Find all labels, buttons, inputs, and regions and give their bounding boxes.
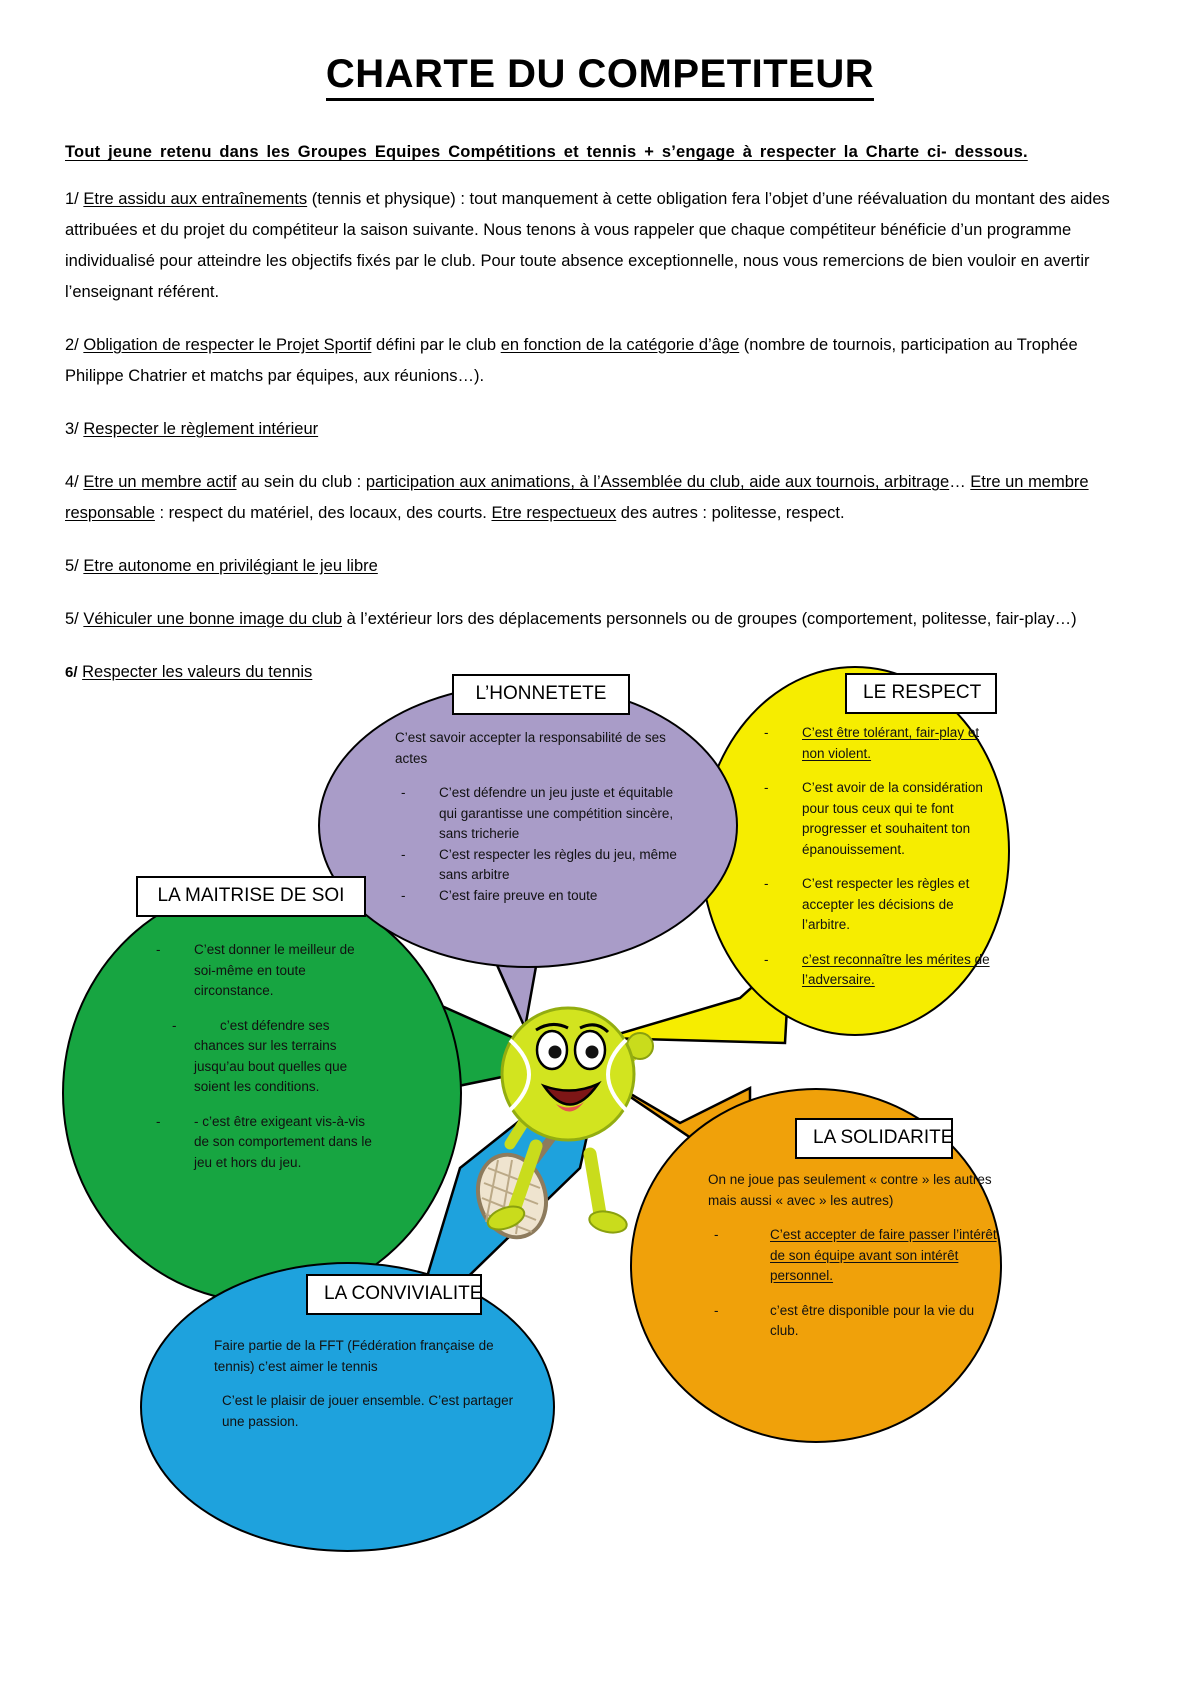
clause-5a-lead: Etre autonome en <box>83 557 220 575</box>
clause-1-text: (tennis et physique) : tout manquement à cette obligation fera l’objet d’une réévaluation du montant des aides attribuées et du projet du compétiteur la saison suivante. Nous tenons à vous rappeler que chaque compétiteur bénéficie d’un programme individualisé pour atteindre les objectifs fixés par le club. Pour toute absence exceptionnelle, nous vous remercions de bien vouloir en avertir l’enseignant référent. <box>65 190 1110 301</box>
clause-4-text2: … <box>949 473 971 491</box>
bubble-maitrise-textclip <box>62 918 462 1303</box>
solidarite-bullet-2 <box>708 1301 998 1342</box>
clause-3-number: 3/ <box>65 420 79 438</box>
clause-3-lead: Respecter le règlement intérieur <box>83 420 319 438</box>
respect-bullet-2 <box>758 778 998 860</box>
convivialite-bullet-1-text: C’est le plaisir de jouer ensemble. C’est partager une passion. <box>222 1393 514 1429</box>
page-title: CHARTE DU COMPETITEUR <box>65 52 1135 100</box>
maitrise-bullet-2 <box>150 1016 380 1098</box>
bubble-respect-label: LE RESPECT <box>845 673 997 714</box>
clause-4-mid2: Etre un membre responsable <box>65 473 1089 522</box>
honnetete-bullet-3 <box>395 886 685 907</box>
honnetete-bullet-2 <box>395 845 685 886</box>
respect-bullet-3-text: C’est respecter les règles et accepter les décisions de l’arbitre. <box>802 876 970 932</box>
bullet-dash: - <box>714 1302 719 1318</box>
bullet-dash: - <box>401 887 406 903</box>
clause-5a-number: 5/ <box>65 557 79 575</box>
clause-5b <box>65 604 1135 635</box>
clause-4-number: 4/ <box>65 473 79 491</box>
clause-4 <box>65 467 1135 529</box>
clause-5b-number: 5/ <box>65 610 79 628</box>
bubble-maitrise-label: LA MAITRISE DE SOI <box>136 876 366 917</box>
maitrise-bullet-3-text: - c’est être exigeant vis-à-vis de son comportement dans le jeu et hors du jeu. <box>194 1113 372 1170</box>
clause-2 <box>65 330 1135 392</box>
document-body <box>65 0 1135 688</box>
maitrise-bullet-2-text: c’est défendre ses chances sur les terrains jusqu’au bout quelles que soient les conditions. <box>194 1017 348 1094</box>
bullet-dash: - <box>401 785 406 800</box>
maitrise-bullet-1 <box>150 940 380 1002</box>
convivialite-intro: Faire partie de la FFT (Fédération française de tennis) c’est aimer le tennis <box>214 1338 494 1374</box>
respect-bullet-1-text: C’est être tolérant, fair-play et non violent. <box>802 725 980 761</box>
bullet-dash: - <box>156 942 161 957</box>
respect-bullet-4-text: c’est reconnaître les mérites de l’adversaire. <box>802 951 990 987</box>
clause-4-text3: : respect du matériel, des locaux, des courts. <box>154 504 492 522</box>
maitrise-bullet-3 <box>150 1112 380 1174</box>
bullet-dash: - <box>714 1227 719 1242</box>
bullet-dash: - <box>764 780 769 795</box>
values-diagram <box>0 648 1200 1696</box>
clause-2-text: défini par le club <box>371 336 501 354</box>
bubble-honnetete-label: L’HONNETETE <box>452 674 630 715</box>
bubble-convivialite-text <box>214 1336 524 1432</box>
clause-4-mid3: Etre respectueux <box>491 504 617 522</box>
honnetete-intro: C’est savoir accepter la responsabilité de ses actes <box>395 730 666 766</box>
maitrise-bullet-1-text: C’est donner le meilleur de soi-même en toute circonstance. <box>194 942 355 998</box>
clause-5a-mid: privilégiant le jeu libre <box>219 557 378 575</box>
solidarite-bullet-2-text: c’est être disponible pour la vie du club. <box>770 1302 975 1338</box>
clause-1-lead: Etre assidu aux entraînements <box>83 190 308 208</box>
clause-4-text: au sein du club : <box>236 473 366 491</box>
solidarite-bullet-1-text: C’est accepter de faire passer l’intérêt de son équipe avant son intérêt personnel. <box>770 1227 997 1283</box>
bullet-dash: - <box>764 876 769 891</box>
bullet-dash: - <box>764 725 769 740</box>
clause-2-lead: Obligation de respecter le Projet Sportif <box>83 336 372 354</box>
clause-6-lead: Respecter les valeurs du tennis <box>82 663 313 681</box>
clause-4-lead: Etre un membre actif <box>83 473 237 491</box>
bubble-solidarite-textclip <box>630 1128 1002 1438</box>
clause-5b-text: à l’extérieur lors des déplacements personnels ou de groupes (comportement, politesse, fair-play…) <box>342 610 1077 628</box>
bubble-solidarite-label: LA SOLIDARITE <box>795 1118 953 1159</box>
solidarite-bullet-1 <box>708 1225 998 1287</box>
bubble-respect-text <box>758 723 998 991</box>
intro-paragraph: Tout jeune retenu dans les Groupes Equipes Compétitions et tennis + s’engage à respecter la Charte ci- dessous. <box>65 143 1028 161</box>
clause-2-number: 2/ <box>65 336 79 354</box>
bullet-dash: - <box>172 1017 177 1033</box>
bullet-dash: - <box>401 846 406 862</box>
clause-5a <box>65 551 1135 582</box>
bullet-dash: - <box>764 951 769 967</box>
respect-bullet-4 <box>758 950 998 991</box>
honnetete-bullet-1 <box>395 783 685 845</box>
honnetete-bullet-1-text: C’est défendre un jeu juste et équitable qui garantisse une compétition sincère, sans tricherie <box>439 785 674 841</box>
bubble-maitrise-text <box>150 940 380 1173</box>
respect-bullet-2-text: C’est avoir de la considération pour tous ceux qui te font progresser et souhaitent ton épanouissement. <box>802 780 983 857</box>
bubble-convivialite-label: LA CONVIVIALITE <box>306 1274 482 1315</box>
clause-2-mid: en fonction de la catégorie d’âge <box>500 336 740 354</box>
clause-1-number: 1/ <box>65 190 79 208</box>
clause-4-mid: participation aux animations, à l’Assemblée du club, aide aux tournois, arbitrage <box>365 473 950 491</box>
respect-bullet-3 <box>758 874 998 936</box>
bubble-respect-textclip <box>700 703 1010 1033</box>
solidarite-intro: On ne joue pas seulement « contre » les autres mais aussi « avec » les autres) <box>708 1172 992 1208</box>
clause-3 <box>65 414 1135 445</box>
clause-1 <box>65 184 1135 308</box>
honnetete-bullet-3-text: C’est faire preuve en toute <box>439 887 598 903</box>
clause-2-text2: (nombre de tournois, participation au Trophée Philippe Chatrier et matchs par équipes, aux réunions…). <box>65 336 1078 385</box>
clause-4-text4: des autres : politesse, respect. <box>616 504 845 522</box>
bullet-dash: - <box>156 1113 161 1129</box>
respect-bullet-1 <box>758 723 998 764</box>
clause-6-number: 6/ <box>65 664 78 681</box>
bubble-solidarite-text <box>708 1170 998 1342</box>
honnetete-bullet-2-text: C’est respecter les règles du jeu, même sans arbitre <box>439 846 677 882</box>
bubble-convivialite-textclip <box>140 1308 555 1552</box>
bubble-honnetete-text <box>395 728 685 906</box>
clause-5b-lead: Véhiculer une bonne image du club <box>83 610 343 628</box>
